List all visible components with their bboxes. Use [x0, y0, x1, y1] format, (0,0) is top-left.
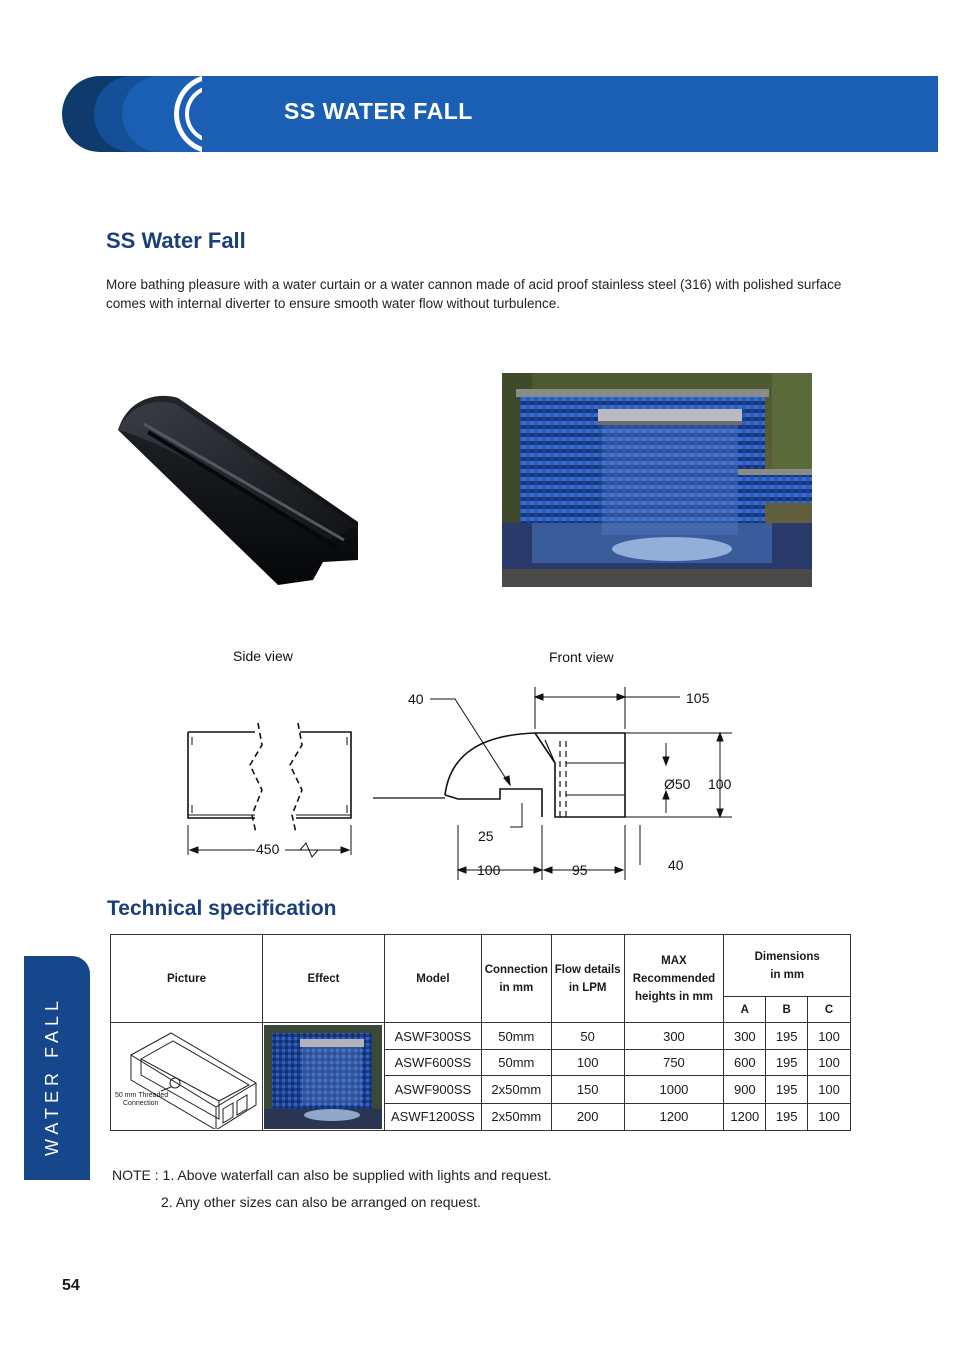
dim-25: 25 [478, 828, 494, 844]
header-connection-l1: Connection [484, 963, 548, 976]
dim-100-bottom: 100 [477, 862, 501, 878]
row-1-c: 100 [808, 1023, 851, 1049]
row-2-model: ASWF600SS [384, 1049, 481, 1075]
front-view-drawing [370, 685, 750, 885]
header-dim-c: C [808, 997, 851, 1023]
header-connection-l2: in mm [499, 981, 534, 994]
header-dimensions [724, 935, 851, 997]
row-3-height: 1000 [624, 1076, 724, 1103]
row-2-height: 750 [624, 1049, 724, 1075]
row-1-connection: 50mm [481, 1023, 551, 1049]
row-2-b: 195 [766, 1049, 808, 1075]
header-max-l2: Recommended [632, 972, 716, 985]
product-title: SS Water Fall [106, 228, 246, 253]
spec-title: Technical specification [107, 897, 337, 920]
header-flow-l1: Flow details [554, 963, 621, 976]
side-tab-label: WATER FALL [42, 995, 62, 1156]
row-1-b: 195 [766, 1023, 808, 1049]
row-4-model: ASWF1200SS [384, 1103, 481, 1130]
header-flow [551, 935, 624, 1023]
front-view-label: Front view [549, 649, 614, 665]
effect-cell [262, 1023, 384, 1131]
note-line-2: 2. Any other sizes can also be arranged on request. [161, 1194, 481, 1210]
row-2-connection: 50mm [481, 1049, 551, 1075]
header-connection [481, 935, 551, 1023]
side-length-dimension: 450 [256, 841, 280, 857]
row-4-c: 100 [808, 1103, 851, 1130]
side-view-label: Side view [233, 648, 293, 664]
dim-100-right: 100 [708, 776, 732, 792]
table-row [111, 1023, 851, 1049]
row-4-height: 1200 [624, 1103, 724, 1130]
header-picture: Picture [111, 935, 263, 1023]
header-max-l3: heights in mm [634, 990, 713, 1003]
product-installation-photo [502, 373, 812, 587]
page-number: 54 [62, 1277, 80, 1294]
notes [112, 1162, 552, 1216]
row-4-b: 195 [766, 1103, 808, 1130]
row-3-connection: 2x50mm [481, 1076, 551, 1103]
spec-table [110, 934, 851, 1131]
header-max-height [624, 935, 724, 1023]
row-2-a: 600 [724, 1049, 766, 1075]
row-3-model: ASWF900SS [384, 1076, 481, 1103]
header-banner [62, 76, 938, 152]
dim-40-bottom: 40 [668, 857, 684, 873]
row-1-height: 300 [624, 1023, 724, 1049]
row-1-model: ASWF300SS [384, 1023, 481, 1049]
row-3-b: 195 [766, 1076, 808, 1103]
row-4-connection: 2x50mm [481, 1103, 551, 1130]
product-spout-image [108, 390, 368, 590]
picture-cell [111, 1023, 263, 1131]
row-3-a: 900 [724, 1076, 766, 1103]
dim-diameter-50: Ø50 [664, 776, 691, 792]
row-3-flow: 150 [551, 1076, 624, 1103]
row-4-a: 1200 [724, 1103, 766, 1130]
row-1-flow: 50 [551, 1023, 624, 1049]
header-dims-l2: in mm [770, 968, 805, 981]
header-effect: Effect [262, 935, 384, 1023]
row-2-c: 100 [808, 1049, 851, 1075]
header-dim-a: A [724, 997, 766, 1023]
header-dim-b: B [766, 997, 808, 1023]
header-max-l1: MAX [661, 954, 687, 967]
dim-95: 95 [572, 862, 588, 878]
waterfall-schematic-drawing [111, 1025, 261, 1129]
row-4-flow: 200 [551, 1103, 624, 1130]
header-dims-l1: Dimensions [754, 950, 820, 963]
row-3-c: 100 [808, 1076, 851, 1103]
note-line-1: NOTE : 1. Above waterfall can also be supplied with lights and request. [112, 1167, 552, 1183]
effect-photo [264, 1025, 382, 1129]
product-description: More bathing pleasure with a water curtain or a water cannon made of acid proof stainless steel (316) with polished surface comes with internal diverter to ensure smooth water flow without turbulence. [106, 277, 842, 311]
header-flow-l2: in LPM [568, 981, 607, 994]
page-title: SS WATER FALL [284, 98, 473, 124]
header-model: Model [384, 935, 481, 1023]
dim-105: 105 [686, 690, 710, 706]
row-1-a: 300 [724, 1023, 766, 1049]
row-2-flow: 100 [551, 1049, 624, 1075]
threaded-connection-label-l1: 50 mm Threaded [115, 1091, 169, 1099]
dim-40-top: 40 [408, 691, 424, 707]
side-tab [24, 956, 90, 1180]
threaded-connection-label-l2: Connection [123, 1099, 159, 1107]
side-view-drawing [180, 715, 360, 865]
